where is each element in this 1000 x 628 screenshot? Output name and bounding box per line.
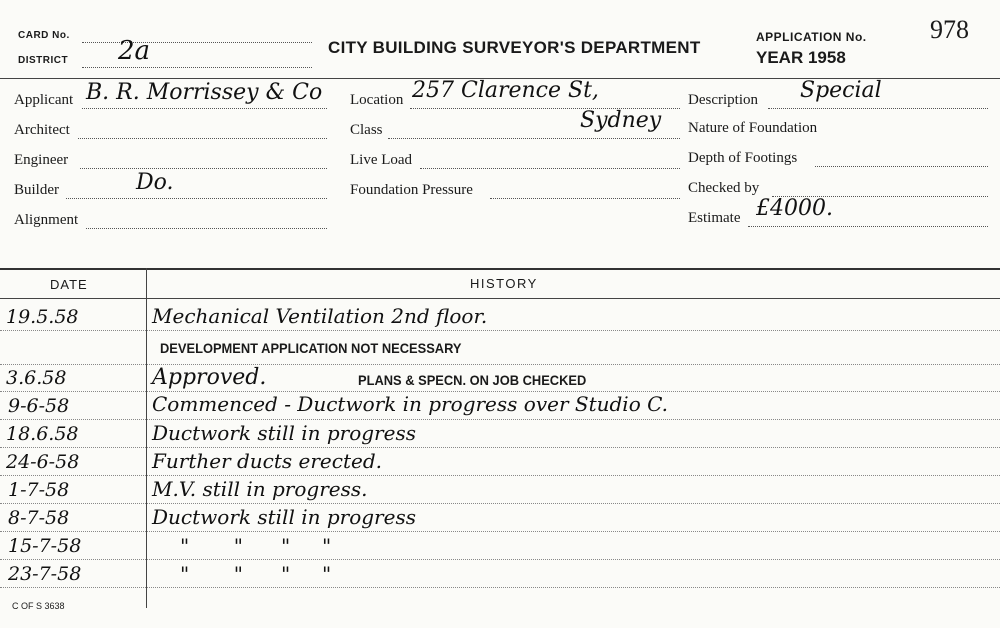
class-value: Sydney [580, 108, 662, 133]
row-rule [0, 330, 1000, 331]
history-entry: Mechanical Ventilation 2nd floor. [152, 304, 488, 328]
location-value: 257 Clarence St, [412, 78, 599, 103]
estimate-value: £4000. [756, 196, 833, 221]
live-load-line [420, 168, 680, 169]
form-code: C OF S 3638 [12, 601, 65, 611]
depth-of-footings-label: Depth of Footings [688, 150, 798, 166]
history-date: 3.6.58 [6, 367, 67, 389]
builder-line [66, 198, 327, 199]
row-rule [0, 419, 1000, 420]
foundation-pressure-line [490, 198, 680, 199]
estimate-line [748, 226, 988, 227]
location-label: Location [350, 92, 404, 108]
builder-value: Do. [136, 170, 174, 195]
checked-by-label: Checked by [688, 180, 760, 196]
history-entry: " " " " [180, 562, 332, 586]
class-label: Class [350, 122, 383, 138]
history-entry: Approved. [152, 365, 267, 390]
engineer-line [80, 168, 327, 169]
district-label: DISTRICT [18, 55, 69, 66]
history-header: HISTORY [470, 276, 538, 291]
row-rule [0, 475, 1000, 476]
row-rule [0, 364, 1000, 365]
history-entry: " " " " [180, 534, 332, 558]
applicant-line [82, 108, 327, 109]
history-date: 18.6.58 [6, 423, 79, 445]
applicant-value: B. R. Morrissey & Co [86, 80, 323, 105]
alignment-label: Alignment [14, 212, 79, 228]
builder-label: Builder [14, 182, 59, 198]
alignment-line [86, 228, 327, 229]
card-no-line [82, 42, 312, 43]
year-label: YEAR 1958 [756, 48, 846, 67]
estimate-label: Estimate [688, 210, 741, 226]
history-date: 9-6-58 [8, 395, 70, 417]
engineer-label: Engineer [14, 152, 69, 168]
history-entry-typed: DEVELOPMENT APPLICATION NOT NECESSARY [160, 340, 462, 356]
row-rule [0, 559, 1000, 560]
description-label: Description [688, 92, 758, 108]
history-entry: Further ducts erected. [152, 449, 382, 473]
card-no-label: CARD No. [18, 30, 70, 41]
history-date: 15-7-58 [8, 535, 82, 557]
architect-label: Architect [14, 122, 70, 138]
district-value: 2a [118, 36, 151, 66]
district-line [82, 67, 312, 68]
row-rule [0, 587, 1000, 588]
history-header-rule [0, 298, 1000, 299]
history-date: 8-7-58 [8, 507, 70, 529]
history-entry: Ductwork still in progress [152, 505, 416, 529]
live-load-label: Live Load [350, 152, 413, 168]
page-title: CITY BUILDING SURVEYOR'S DEPARTMENT [328, 38, 701, 57]
description-line [768, 108, 988, 109]
date-header: DATE [50, 277, 88, 292]
foundation-pressure-label: Foundation Pressure [350, 182, 473, 198]
history-entry: Commenced - Ductwork in progress over Studio C. [152, 392, 669, 416]
application-no-value: 978 [930, 15, 969, 44]
history-stamp: PLANS & SPECN. ON JOB CHECKED [358, 372, 587, 388]
row-rule [0, 503, 1000, 504]
depth-line [815, 166, 988, 167]
history-date: 24-6-58 [6, 451, 80, 473]
architect-line [78, 138, 327, 139]
history-entry: Ductwork still in progress [152, 421, 416, 445]
class-line [388, 138, 680, 139]
history-date: 19.5.58 [6, 306, 79, 328]
history-entry: M.V. still in progress. [152, 477, 368, 501]
date-column-divider [146, 268, 147, 608]
history-date: 23-7-58 [8, 563, 82, 585]
history-date: 1-7-58 [8, 479, 70, 501]
description-value: Special [800, 78, 882, 103]
row-rule [0, 531, 1000, 532]
applicant-label: Applicant [14, 92, 74, 108]
history-top-border [0, 268, 1000, 270]
nature-of-foundation-label: Nature of Foundation [688, 120, 818, 136]
row-rule [0, 447, 1000, 448]
application-no-label: APPLICATION No. [756, 30, 867, 44]
